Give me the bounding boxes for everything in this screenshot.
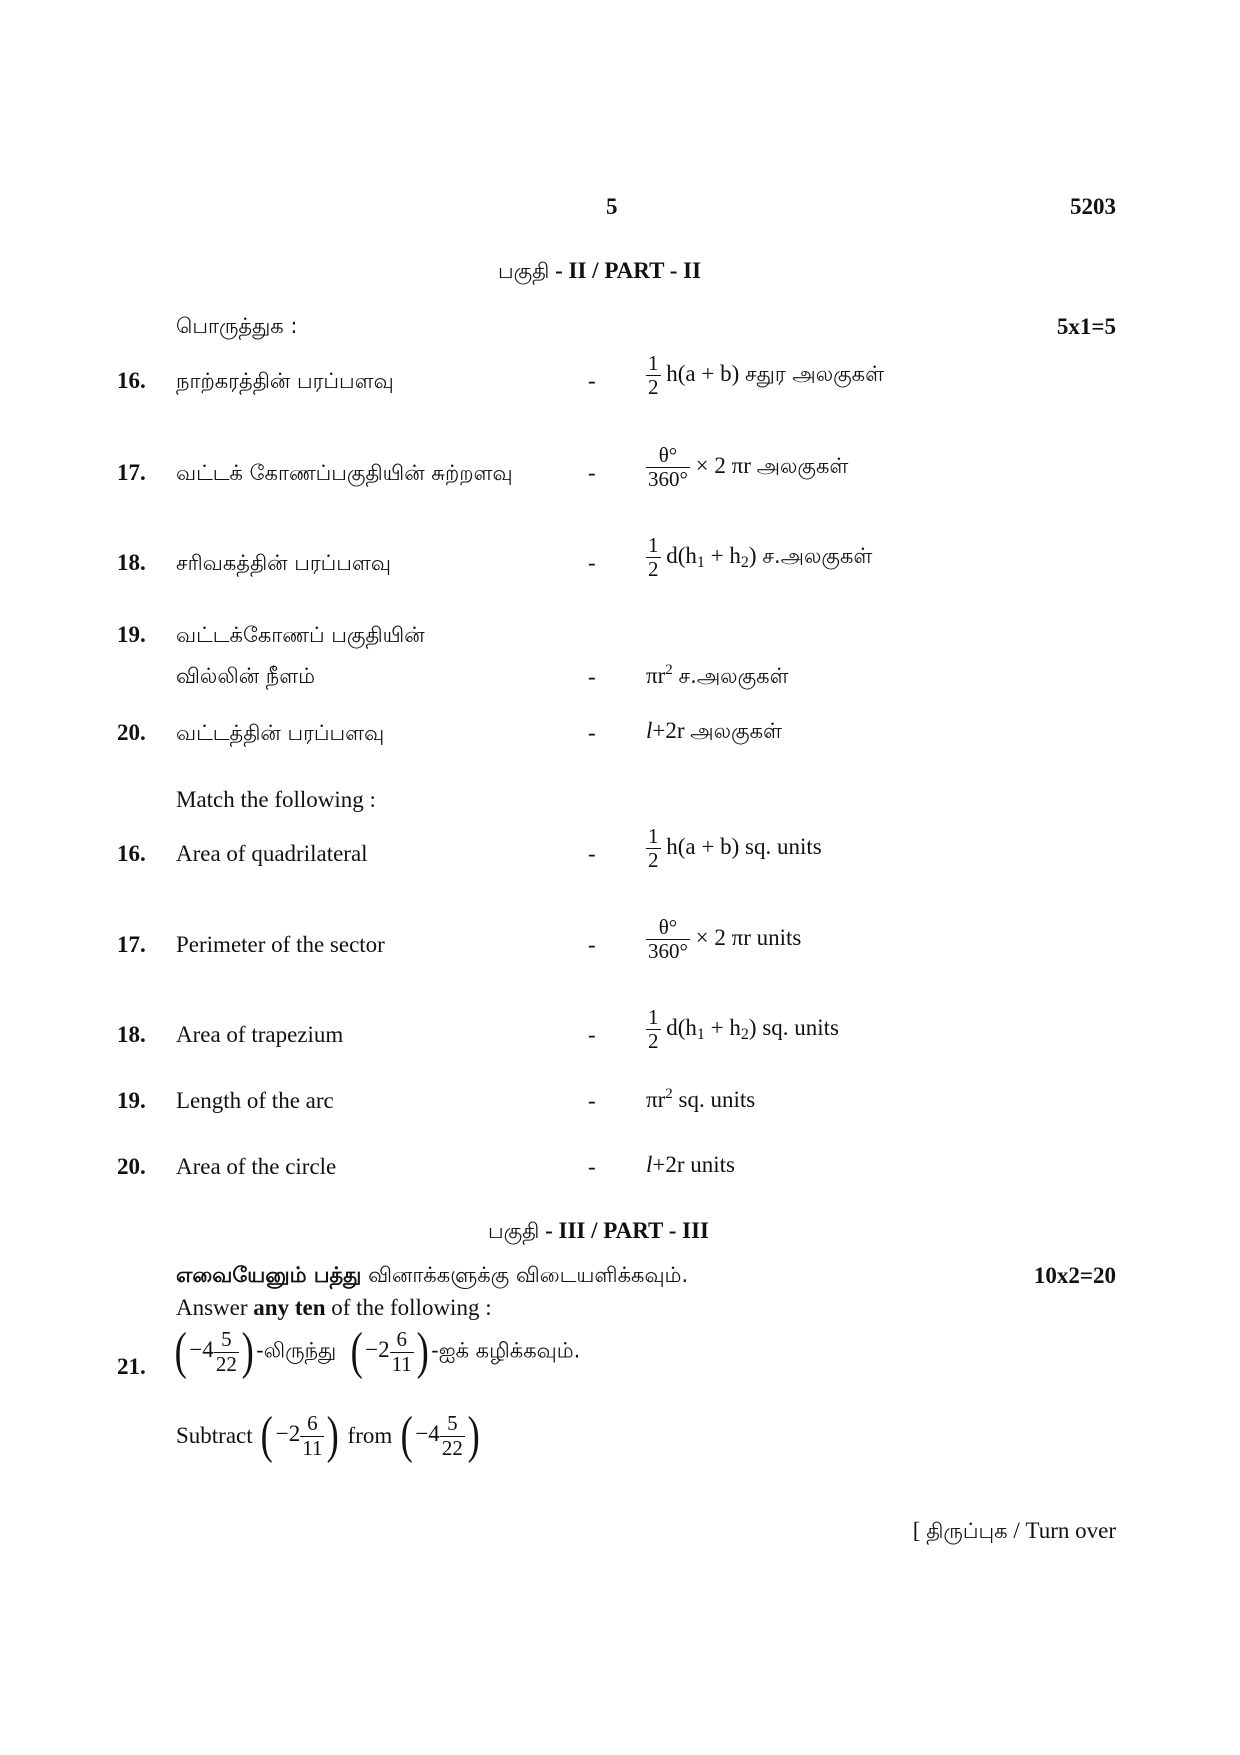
item-label: வட்டத்தின் பரப்பளவு	[176, 721, 385, 745]
item-label: Area of quadrilateral	[176, 841, 368, 866]
fraction: $\frac{1}{2}$	[648, 533, 659, 582]
part3-instruction-ta: எவையேனும் பத்து வினாக்களுக்கு விடையளிக்கவும்.	[176, 1263, 689, 1287]
dash: -	[588, 932, 596, 957]
dash: -	[588, 720, 596, 745]
unit: அலகுகள்	[756, 453, 849, 478]
item-formula: $\pi r^2$ ச.அலகுகள்	[646, 662, 789, 688]
item-label: Perimeter of the sector	[176, 932, 385, 957]
fraction: $\frac{1}{2}$	[648, 351, 659, 400]
part2-title-rest: - II / PART - II	[555, 258, 702, 283]
fraction: $\frac{1}{2}$	[648, 1005, 659, 1054]
question-number: 16.	[117, 368, 146, 393]
question-number: 18.	[117, 550, 146, 575]
dash: -	[588, 1088, 596, 1113]
fraction: $\frac{1}{2}$	[648, 824, 659, 873]
unit: units	[756, 924, 802, 950]
dash: -	[588, 1022, 596, 1047]
item-formula: $\frac{1}{2}$ h(a + b) சதுர அலகுகள்	[648, 351, 885, 400]
unit: sq. units	[762, 1014, 840, 1040]
part2-title	[498, 258, 701, 286]
item-formula: $\frac{\theta^\circ}{360^\circ}$ × 2 πr அலகுகள்	[648, 443, 849, 492]
item-label: Area of trapezium	[176, 1022, 344, 1047]
q21-english-line: Subtract ( −2 $\frac{6}{11}$ ) from ( −4 $\frac{5}{22}$ )	[176, 1407, 480, 1464]
part2-title-ta: பகுதி	[498, 259, 550, 283]
item-label: Length of the arc	[176, 1088, 334, 1113]
question-number: 19.	[117, 622, 146, 647]
question-number: 18.	[117, 1022, 146, 1047]
mixed-number: −2 $\frac{6}{11}$	[275, 1411, 323, 1460]
unit: ச.அலகுகள்	[678, 664, 789, 688]
question-number: 17.	[117, 460, 146, 485]
mixed-number: −2 $\frac{6}{11}$	[365, 1327, 412, 1376]
q21-tamil-line: ( −4 $\frac{5}{22}$ ) -லிருந்து ( −2 $\frac{6}{11}$ ) -ஐக் கழிக்கவும்.	[174, 1323, 581, 1380]
unit: sq. units	[745, 833, 822, 859]
item-formula: $\frac{1}{2}$ $d(h_1 + h_2)$ ச.அலகுகள்	[648, 533, 873, 582]
instruction-emphasis: எவையேனும் பத்து	[176, 1263, 362, 1287]
part3-title-rest: - III / PART - III	[545, 1218, 709, 1243]
part3-title-ta: பகுதி	[488, 1219, 540, 1243]
item-label: வட்டக் கோணப்பகுதியின் சுற்றளவு	[176, 461, 513, 485]
mixed-number: −4 $\frac{5}{22}$	[189, 1327, 237, 1376]
item-formula: $\frac{1}{2}$ $d(h_1 + h_2)$ sq. units	[648, 1005, 840, 1054]
fraction: $\frac{\theta^\circ}{360^\circ}$	[648, 443, 688, 492]
part3-instruction-en: Answer any ten of the following :	[176, 1295, 492, 1320]
item-formula: l+2r units	[646, 1152, 736, 1177]
item-label: சரிவகத்தின் பரப்பளவு	[176, 551, 391, 575]
item-formula: l+2r அலகுகள்	[646, 718, 782, 743]
unit: ச.அலகுகள்	[762, 543, 873, 568]
page-number: 5	[606, 194, 618, 219]
question-number: 16.	[117, 841, 146, 866]
question-number: 21.	[117, 1354, 146, 1379]
dash: -	[588, 1154, 596, 1179]
unit: சதுர அலகுகள்	[745, 361, 885, 386]
item-label: Area of the circle	[176, 1154, 337, 1179]
part2-instruction-ta: பொருத்துக :	[176, 314, 298, 338]
turn-over-note: [ திருப்புக / Turn over	[912, 1518, 1116, 1543]
fraction: $\frac{\theta^\circ}{360^\circ}$	[648, 915, 688, 964]
item-formula: $\frac{1}{2}$ h(a + b) sq. units	[648, 824, 822, 873]
dash: -	[588, 550, 596, 575]
unit: sq. units	[678, 1087, 756, 1112]
question-number: 20.	[117, 720, 146, 745]
question-number: 17.	[117, 932, 146, 957]
unit: units	[690, 1152, 736, 1177]
part3-title	[488, 1218, 709, 1246]
unit: அலகுகள்	[690, 719, 782, 743]
part3-marks: 10x2=20	[1033, 1263, 1116, 1288]
item-formula: $\pi r^2$ sq. units	[646, 1086, 756, 1112]
paper-code: 5203	[1070, 194, 1116, 219]
part2-marks: 5x1=5	[1056, 314, 1116, 339]
dash: -	[588, 841, 596, 866]
item-label-line1: வட்டக்கோணப் பகுதியின்	[176, 623, 425, 647]
item-formula: $\frac{\theta^\circ}{360^\circ}$ × 2 πr units	[648, 915, 802, 964]
question-number: 20.	[117, 1154, 146, 1179]
dash: -	[588, 460, 596, 485]
dash: -	[588, 368, 596, 393]
dash: -	[588, 664, 596, 689]
instruction-emphasis: any ten	[253, 1295, 326, 1320]
item-label-line2: வில்லின் நீளம்	[176, 664, 316, 688]
question-number: 19.	[117, 1088, 146, 1113]
part2-instruction-en: Match the following :	[176, 787, 376, 812]
mixed-number: −4 $\frac{5}{22}$	[415, 1411, 463, 1460]
item-label: நாற்கரத்தின் பரப்பளவு	[176, 369, 394, 393]
